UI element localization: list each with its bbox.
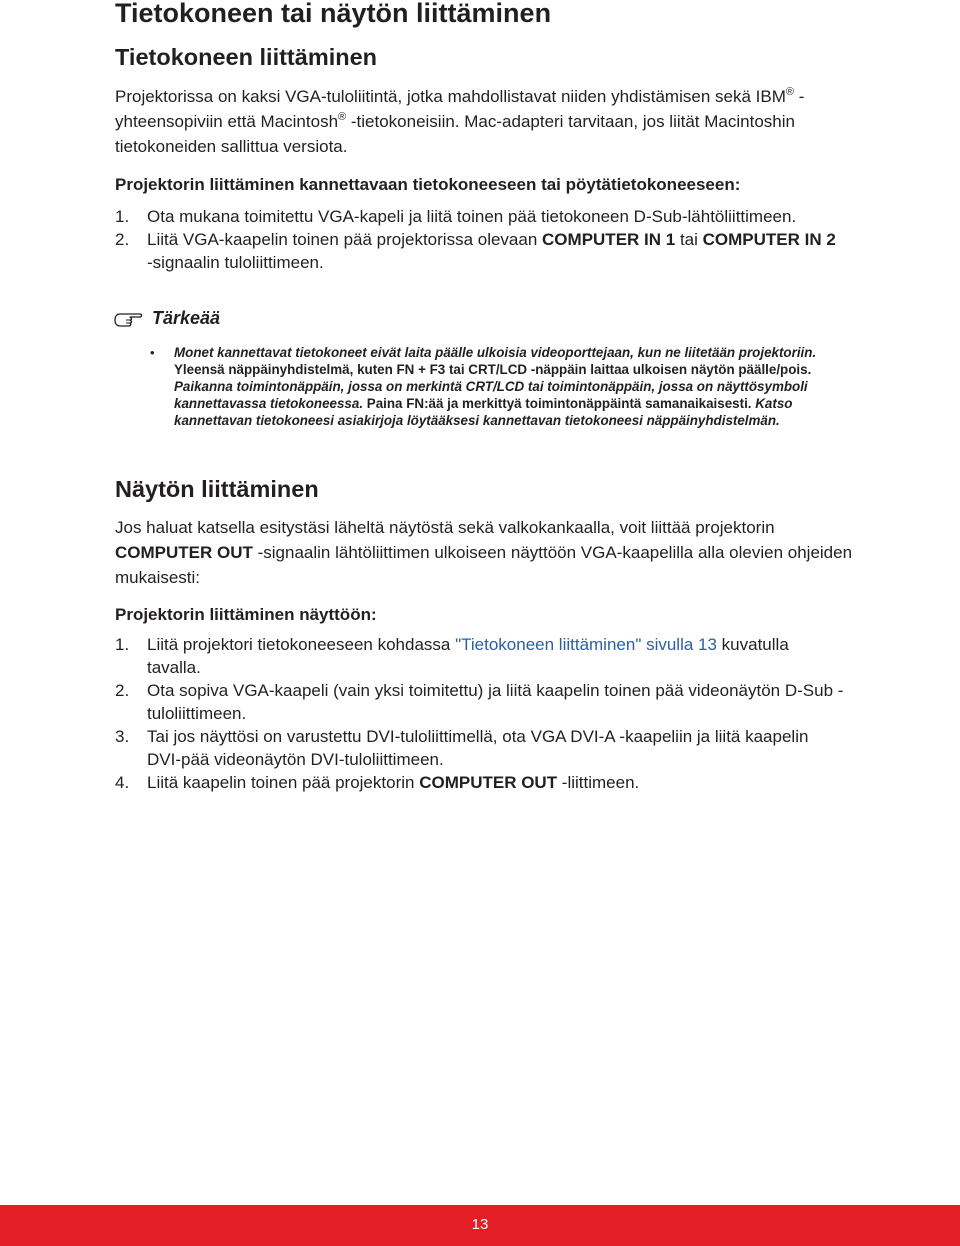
computer-subheading: Projektorin liittäminen kannettavaan tietokoneeseen tai pöytätietokoneeseen: xyxy=(115,175,741,194)
registered-mark: ® xyxy=(785,86,794,98)
note-title: Tärkeää xyxy=(152,308,221,328)
pointing-hand-icon xyxy=(113,309,144,329)
list-item: 1. Ota mukana toimitettu VGA-kapeli ja liitä toinen pää tietokoneen D-Sub-lähtöliittimeen. xyxy=(115,207,797,226)
list-item: 4. Liitä kaapelin toinen pää projektorin COMPUTER OUT -liittimeen. xyxy=(115,773,640,792)
port-label: COMPUTER IN 1 xyxy=(542,230,676,249)
page-reference-link[interactable]: "Tietokoneen liittäminen" sivulla 13 xyxy=(455,635,717,654)
list-item: 1. Liitä projektori tietokoneeseen kohdassa "Tietokoneen liittäminen" sivulla 13 kuvatulla tavalla. xyxy=(115,635,789,677)
note-header xyxy=(113,308,220,329)
display-steps xyxy=(115,633,845,794)
port-label: COMPUTER IN 2 xyxy=(702,230,836,249)
section-heading-display: Näytön liittäminen xyxy=(115,476,319,502)
bullet: • xyxy=(150,345,155,360)
display-intro: Jos haluat katsella esitystäsi läheltä näytöstä sekä valkokankaalla, voit liittää projektorin COMPUTER OUT -signaalin lähtöliittimen ulkoiseen näyttöön VGA-kaapelilla alla olevien ohjeiden mukaisesti: xyxy=(115,518,853,587)
display-subheading: Projektorin liittäminen näyttöön: xyxy=(115,605,377,624)
page-title: Tietokoneen tai näytön liittäminen xyxy=(115,0,552,28)
list-item: 2. Ota sopiva VGA-kaapeli (vain yksi toimitettu) ja liitä kaapelin toinen pää videonäytön D-Sub -tuloliittimeen. xyxy=(115,681,844,723)
port-label: COMPUTER OUT xyxy=(115,543,253,562)
note-content xyxy=(150,344,855,429)
computer-steps xyxy=(115,205,845,274)
port-label: COMPUTER OUT xyxy=(419,773,558,792)
page-number: 13 xyxy=(471,1216,489,1233)
computer-intro: Projektorissa on kaksi VGA-tuloliitintä, jotka mahdollistavat niiden yhdistämisen sekä IBM® -yhteensopiviin että Macintosh® -tietokoneisiin. Mac-adapteri tarvitaan, jos liität Macintoshin tietokoneiden sallittua versiota. xyxy=(115,86,805,156)
list-item: 2. Liitä VGA-kaapelin toinen pää projektorissa olevaan COMPUTER IN 1 tai COMPUTER IN 2 -signaalin tuloliittimeen. xyxy=(115,230,836,272)
list-item: 3. Tai jos näyttösi on varustettu DVI-tuloliittimellä, ota VGA DVI-A -kaapeliin ja liitä kaapelin DVI-pää videonäytön DVI-tuloliittimeen. xyxy=(115,727,809,769)
registered-mark: ® xyxy=(338,111,347,123)
note-text: Monet kannettavat tietokoneet eivät laita päälle ulkoisia videoporttejaan, kun ne liitetään projektoriin. Yleensä näppäinyhdistelmä, kuten FN + F3 tai CRT/LCD -näppäin laittaa ulkoisen näytön päälle/pois. Paikanna toimintonäppäin, jossa on merkintä CRT/LCD tai toimintonäppäin, jossa on näyttösymboli kannettavassa tietokoneessa. Paina FN:ää ja merkittyä toimintonäppäintä samanaikaisesti. Katso kannettavan tietokoneesi asiakirjoja löytääksesi kannettavan tietokoneesi näppäinyhdistelmän. xyxy=(174,345,817,428)
section-heading-computer: Tietokoneen liittäminen xyxy=(115,44,378,70)
footer-bar xyxy=(0,1205,960,1246)
